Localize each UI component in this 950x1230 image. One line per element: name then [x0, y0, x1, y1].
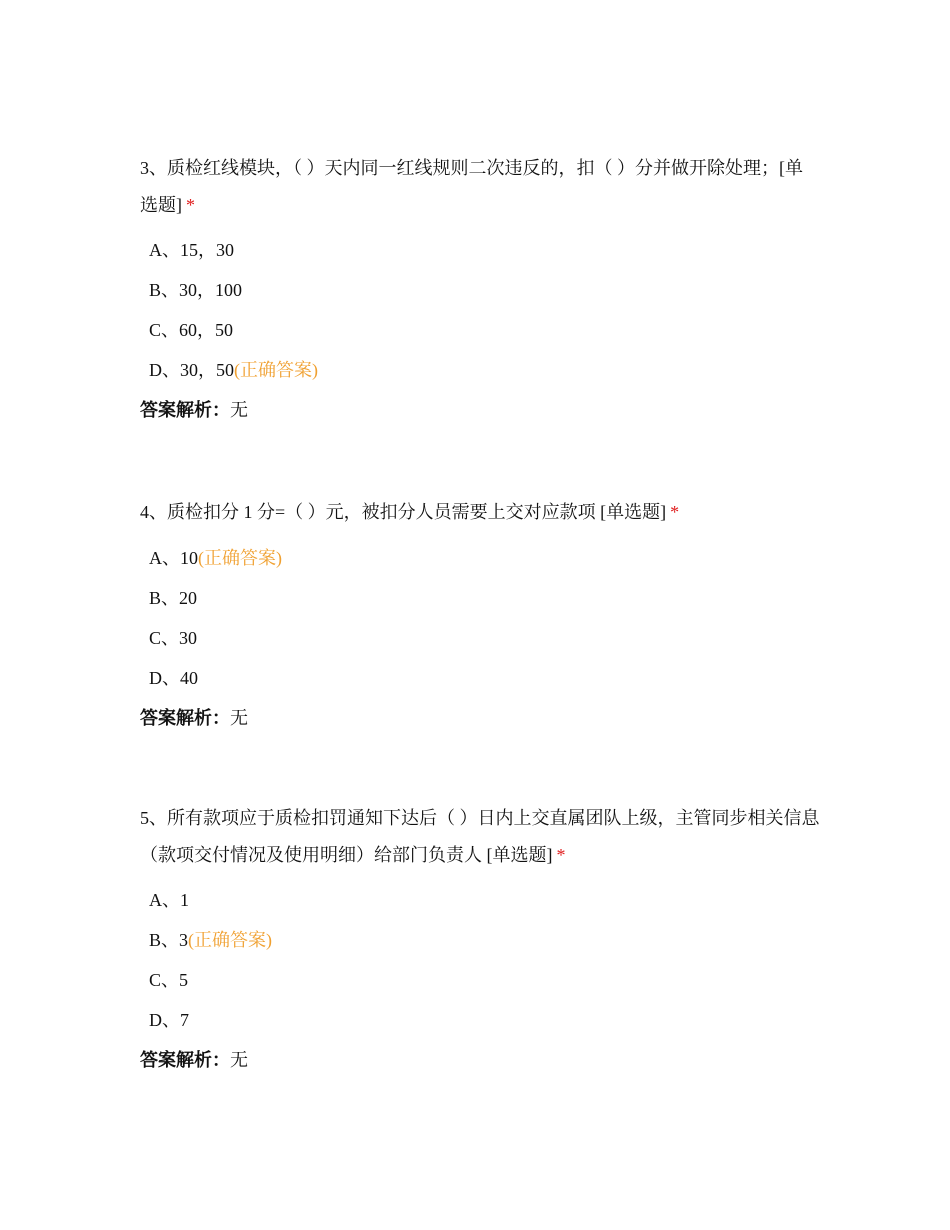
answer-analysis: [140, 1040, 820, 1080]
required-asterisk: *: [670, 502, 680, 522]
analysis-label: 答案解析：: [140, 708, 230, 728]
correct-answer-tag: (正确答案): [188, 930, 273, 950]
option-label: C、60，50: [149, 320, 234, 340]
option-b: [140, 578, 820, 618]
question-3: [140, 150, 820, 430]
question-stem: 4、质检扣分 1 分=（ ）元，被扣分人员需要上交对应款项 [单选题]: [140, 502, 667, 522]
answer-analysis: [140, 390, 820, 430]
question-text: [140, 150, 820, 224]
correct-answer-tag: (正确答案): [234, 360, 318, 380]
option-label: C、5: [149, 970, 189, 990]
required-asterisk: *: [556, 845, 566, 865]
question-text: [140, 494, 820, 531]
analysis-label: 答案解析：: [140, 1050, 230, 1070]
analysis-value: 无: [230, 708, 248, 728]
option-c: [140, 310, 820, 350]
option-label: B、3: [149, 930, 189, 950]
options-list: [140, 230, 820, 390]
option-a: [140, 880, 820, 920]
options-list: [140, 538, 820, 698]
question-stem: 3、质检红线模块，（ ）天内同一红线规则二次违反的，扣（ ）分并做开除处理；[单选题]: [140, 158, 803, 215]
question-text: [140, 800, 820, 874]
option-label: A、15，30: [149, 240, 234, 260]
analysis-value: 无: [230, 400, 248, 420]
option-label: A、1: [149, 890, 189, 910]
option-label: B、20: [149, 588, 198, 608]
question-5: [140, 800, 820, 1080]
option-b: [140, 920, 820, 960]
option-c: [140, 618, 820, 658]
option-a: [140, 230, 820, 270]
question-4: [140, 494, 820, 738]
option-d: [140, 1000, 820, 1040]
option-label: C、30: [149, 628, 198, 648]
option-label: D、30，50: [149, 360, 234, 380]
answer-analysis: [140, 698, 820, 738]
required-asterisk: *: [186, 195, 195, 215]
question-stem: 5、所有款项应于质检扣罚通知下达后（ ）日内上交直属团队上级，主管同步相关信息（款项交付情况及使用明细）给部门负责人 [单选题]: [140, 808, 820, 865]
option-label: D、7: [149, 1010, 189, 1030]
option-c: [140, 960, 820, 1000]
option-b: [140, 270, 820, 310]
options-list: [140, 880, 820, 1040]
correct-answer-tag: (正确答案): [198, 548, 282, 568]
option-label: D、40: [149, 668, 198, 688]
option-label: B、30，100: [149, 280, 243, 300]
option-d: [140, 350, 820, 390]
analysis-label: 答案解析：: [140, 400, 230, 420]
option-label: A、10: [149, 548, 198, 568]
option-a: [140, 538, 820, 578]
analysis-value: 无: [230, 1050, 248, 1070]
option-d: [140, 658, 820, 698]
